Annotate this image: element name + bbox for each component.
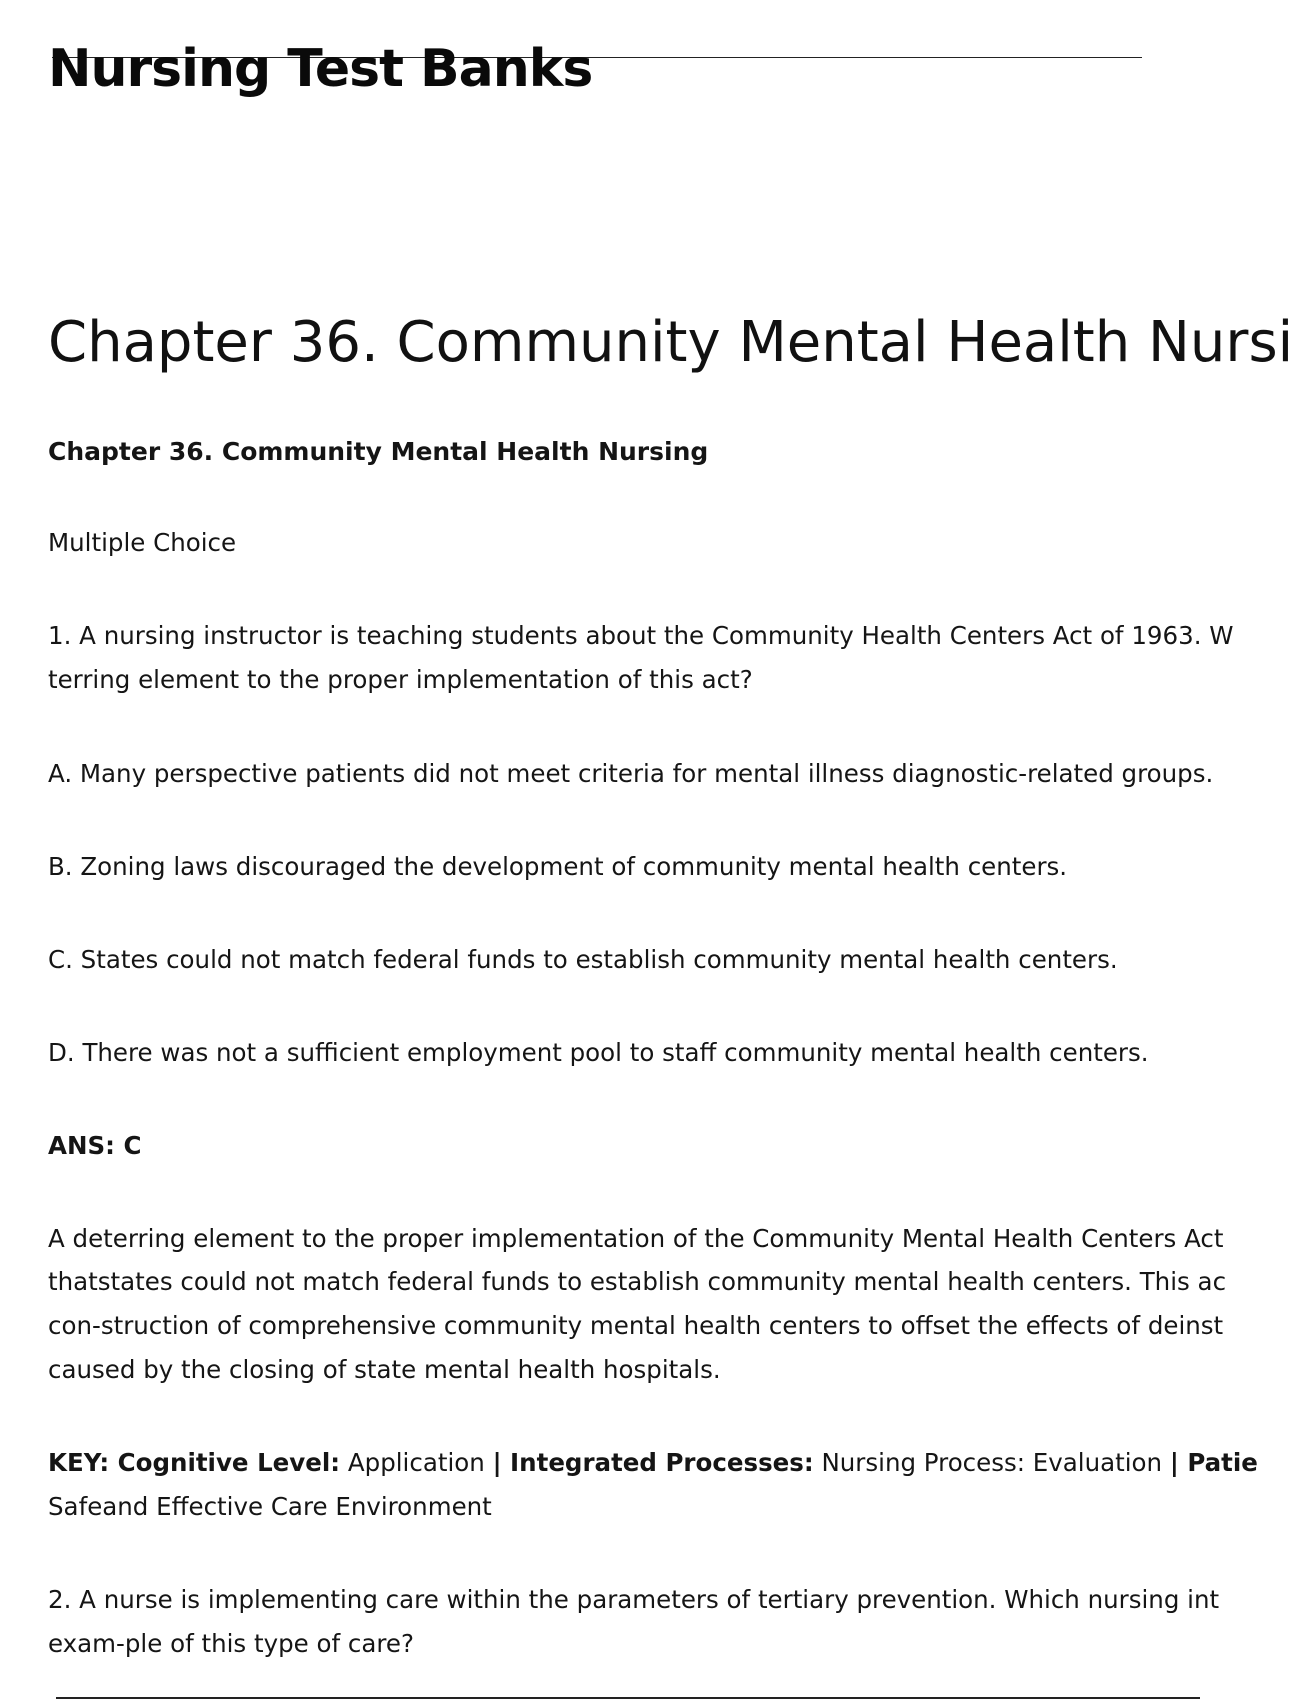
key-patient-label: Patie (1187, 1448, 1258, 1477)
footer-rule (56, 1697, 1200, 1699)
rationale-line: caused by the closing of state mental health hospitals. (48, 1355, 721, 1384)
question-stem-line: 1. A nursing instructor is teaching students about the Community Health Centers Act of 1963. W (48, 621, 1234, 650)
key-line-2: Safeand Effective Care Environment (48, 1492, 492, 1521)
rationale-line: con-struction of comprehensive community mental health centers to offset the effects of deinst (48, 1311, 1224, 1340)
answer: ANS: C (48, 1131, 142, 1160)
key-separator: | (492, 1448, 511, 1477)
option-c: C. States could not match federal funds to establish community mental health centers. (48, 945, 1118, 974)
key-cognitive-value: Application (340, 1448, 493, 1477)
option-d: D. There was not a sufficient employment pool to staff community mental health centers. (48, 1038, 1149, 1067)
site-title: Nursing Test Banks (48, 39, 593, 99)
question-stem-line: exam-ple of this type of care? (48, 1629, 414, 1658)
chapter-subheading: Chapter 36. Community Mental Health Nursing (48, 437, 709, 466)
key-separator: | (1169, 1448, 1188, 1477)
key-processes-value: Nursing Process: Evaluation (813, 1448, 1170, 1477)
option-b: B. Zoning laws discouraged the development of community mental health centers. (48, 852, 1068, 881)
rationale-line: thatstates could not match federal funds to establish community mental health centers. This ac (48, 1267, 1227, 1296)
question-stem-line: terring element to the proper implementation of this act? (48, 665, 753, 694)
key-cognitive-label: KEY: Cognitive Level: (48, 1448, 341, 1477)
chapter-heading: Chapter 36. Community Mental Health Nursi (48, 310, 1293, 375)
key-line (48, 1448, 1258, 1477)
key-processes-label: Integrated Processes: (510, 1448, 814, 1477)
section-label: Multiple Choice (48, 528, 237, 557)
rationale-line: A deterring element to the proper implementation of the Community Mental Health Centers Act (48, 1224, 1224, 1253)
question-stem-line: 2. A nurse is implementing care within the parameters of tertiary prevention. Which nursing int (48, 1585, 1220, 1614)
option-a: A. Many perspective patients did not meet criteria for mental illness diagnostic-related groups. (48, 759, 1214, 788)
